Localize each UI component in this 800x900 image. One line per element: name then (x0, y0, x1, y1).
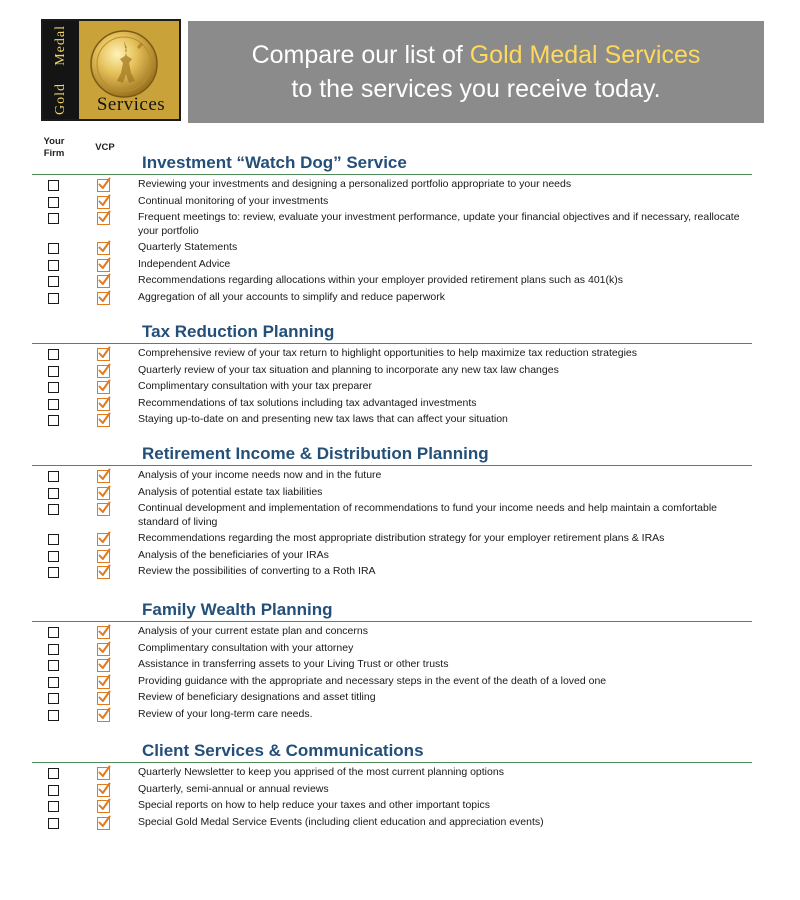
service-item-text: Review the possibilities of converting to a Roth IRA (138, 565, 376, 577)
vcp-checked-icon (97, 659, 110, 672)
checklist-row (32, 783, 752, 797)
vcp-checked-icon (97, 643, 110, 656)
your-firm-checkbox[interactable] (48, 180, 59, 191)
your-firm-checkbox[interactable] (48, 693, 59, 704)
your-firm-checkbox[interactable] (48, 260, 59, 271)
vcp-checked-icon (97, 275, 110, 288)
checklist-row (32, 274, 752, 288)
section-divider (32, 465, 752, 466)
vcp-checked-icon (97, 626, 110, 639)
checklist-row (32, 816, 752, 830)
your-firm-checkbox[interactable] (48, 504, 59, 515)
vcp-checked-icon (97, 709, 110, 722)
your-firm-checkbox[interactable] (48, 551, 59, 562)
vcp-checked-icon (97, 348, 110, 361)
service-item-text: Comprehensive review of your tax return to highlight opportunities to help maximize tax reduction strategies (138, 347, 638, 359)
checklist-row (32, 211, 752, 238)
vcp-checked-icon (97, 784, 110, 797)
your-firm-checkbox[interactable] (48, 471, 59, 482)
logo-vertical-text (47, 21, 75, 121)
section-tax (32, 321, 752, 427)
your-firm-checkbox[interactable] (48, 768, 59, 779)
service-item-text: Staying up-to-date on and presenting new tax laws that can affect your situation (138, 413, 508, 425)
vcp-checked-icon (97, 398, 110, 411)
checklist-row (32, 691, 752, 705)
section-divider (32, 343, 752, 344)
your-firm-checkbox[interactable] (48, 801, 59, 812)
service-item-text: Complimentary consultation with your attorney (138, 641, 354, 654)
service-item-text: Review of your long-term care needs. (138, 707, 313, 720)
your-firm-checkbox[interactable] (48, 785, 59, 796)
checklist-row (32, 258, 752, 272)
section-title: Investment “Watch Dog” Service (142, 153, 407, 172)
checklist-row (32, 799, 752, 813)
checklist-row (32, 549, 752, 563)
your-firm-checkbox[interactable] (48, 710, 59, 721)
service-item-text: Aggregation of all your accounts to simplify and reduce paperwork (138, 290, 446, 303)
column-header-your-firm: Your Firm (43, 136, 65, 159)
service-item-text: Special Gold Medal Service Events (including client education and appreciation events) (138, 815, 544, 828)
gold-medal-services-logo (41, 19, 181, 121)
your-firm-checkbox[interactable] (48, 644, 59, 655)
service-item-text: Special reports on how to help reduce your taxes and other important topics (138, 799, 490, 811)
checklist-row (32, 291, 752, 305)
vcp-checked-icon (97, 550, 110, 563)
checklist-row (32, 502, 752, 529)
section-title: Retirement Income & Distribution Planning (142, 444, 489, 463)
your-firm-checkbox[interactable] (48, 349, 59, 360)
section-divider (32, 621, 752, 622)
checklist-row (32, 178, 752, 192)
header-banner (188, 21, 764, 123)
checklist-row (32, 675, 752, 689)
your-firm-checkbox[interactable] (48, 366, 59, 377)
service-item-text: Complimentary consultation with your tax preparer (138, 380, 373, 392)
service-item-text: Quarterly Statements (138, 241, 238, 253)
your-firm-checkbox[interactable] (48, 276, 59, 287)
vcp-checked-icon (97, 470, 110, 483)
your-firm-checkbox[interactable] (48, 197, 59, 208)
service-item-text: Review of beneficiary designations and asset titling (138, 691, 376, 703)
vcp-checked-icon (97, 487, 110, 500)
logo-word-services: Services (96, 94, 166, 115)
your-firm-checkbox[interactable] (48, 534, 59, 545)
your-firm-checkbox[interactable] (48, 213, 59, 224)
vcp-checked-icon (97, 767, 110, 780)
checklist-row (32, 469, 752, 483)
section-divider (32, 762, 752, 763)
checklist-row (32, 565, 752, 579)
vcp-checked-icon (97, 533, 110, 546)
vcp-checked-icon (97, 212, 110, 225)
service-item-text: Analysis of the beneficiaries of your IRAs (138, 548, 329, 561)
checklist-row (32, 708, 752, 722)
your-firm-checkbox[interactable] (48, 415, 59, 426)
vcp-checked-icon (97, 196, 110, 209)
vcp-checked-icon (97, 414, 110, 427)
service-item-text: Recommendations regarding allocations within your employer provided retirement plans such as 401(k)s (138, 274, 623, 286)
banner-line-1 (252, 38, 701, 72)
section-title: Client Services & Communications (142, 741, 424, 760)
vcp-checked-icon (97, 800, 110, 813)
banner-line-1-prefix: Compare our list of (251, 41, 470, 69)
vcp-checked-icon (97, 566, 110, 579)
your-firm-checkbox[interactable] (48, 818, 59, 829)
service-item-text: Continual development and implementation of recommendations to fund your income needs and help maintain a comfortable standard of living (138, 502, 718, 528)
your-firm-checkbox[interactable] (48, 660, 59, 671)
your-firm-checkbox[interactable] (48, 293, 59, 304)
vcp-checked-icon (97, 817, 110, 830)
service-item-text: Continual monitoring of your investments (138, 194, 329, 207)
your-firm-checkbox[interactable] (48, 488, 59, 499)
checklist-row (32, 413, 752, 427)
vcp-checked-icon (97, 292, 110, 305)
section-retirement (32, 443, 752, 579)
checklist-row (32, 766, 752, 780)
checklist-row (32, 658, 752, 672)
your-firm-checkbox[interactable] (48, 399, 59, 410)
vcp-checked-icon (97, 676, 110, 689)
section-investment (32, 152, 752, 304)
banner-highlight: Gold Medal Services (469, 41, 701, 69)
checklist-row (32, 397, 752, 411)
service-item-text: Independent Advice (138, 257, 231, 270)
service-item-text: Providing guidance with the appropriate and necessary steps in the event of the death of a loved one (138, 674, 607, 687)
logo-word-medal: Medal (53, 25, 68, 66)
section-title: Family Wealth Planning (142, 600, 333, 619)
service-item-text: Quarterly Newsletter to keep you apprised of the most current planning options (138, 766, 504, 778)
section-client-services (32, 740, 752, 829)
banner-line-2: to the services you receive today. (291, 75, 661, 103)
your-firm-checkbox[interactable] (48, 627, 59, 638)
checklist-row (32, 486, 752, 500)
vcp-checked-icon (97, 179, 110, 192)
gold-coin-icon (89, 29, 159, 99)
checklist-row (32, 347, 752, 361)
service-item-text: Assistance in transferring assets to your Living Trust or other trusts (138, 658, 449, 670)
service-item-text: Analysis of your current estate plan and concerns (138, 625, 368, 637)
your-firm-checkbox[interactable] (48, 567, 59, 578)
service-item-text: Frequent meetings to: review, evaluate your investment performance, update your financial objectives and if necessary, reallocate your portfolio (138, 211, 740, 237)
vcp-checked-icon (97, 503, 110, 516)
checklist-row (32, 195, 752, 209)
service-item-text: Quarterly, semi-annual or annual reviews (138, 782, 329, 795)
checklist-row (32, 642, 752, 656)
your-firm-checkbox[interactable] (48, 382, 59, 393)
vcp-checked-icon (97, 381, 110, 394)
section-divider (32, 174, 752, 175)
section-title: Tax Reduction Planning (142, 322, 335, 341)
checklist-row (32, 380, 752, 394)
your-firm-checkbox[interactable] (48, 677, 59, 688)
checklist-row (32, 364, 752, 378)
your-firm-checkbox[interactable] (48, 243, 59, 254)
column-header-vcp: VCP (95, 142, 115, 153)
service-item-text: Analysis of potential estate tax liabilities (138, 485, 323, 498)
checklist-row (32, 532, 752, 546)
logo-word-gold: Gold (53, 83, 68, 115)
vcp-checked-icon (97, 259, 110, 272)
vcp-checked-icon (97, 692, 110, 705)
checklist-row (32, 625, 752, 639)
service-item-text: Analysis of your income needs now and in the future (138, 469, 382, 481)
service-item-text: Reviewing your investments and designing a personalized portfolio appropriate to your needs (138, 178, 572, 190)
checklist-row (32, 241, 752, 255)
vcp-checked-icon (97, 365, 110, 378)
service-item-text: Recommendations of tax solutions including tax advantaged investments (138, 396, 477, 409)
section-family-wealth (32, 599, 752, 721)
vcp-checked-icon (97, 242, 110, 255)
service-item-text: Quarterly review of your tax situation and planning to incorporate any new tax law changes (138, 363, 559, 376)
service-item-text: Recommendations regarding the most appropriate distribution strategy for your employer retirement plans & IRAs (138, 532, 665, 544)
